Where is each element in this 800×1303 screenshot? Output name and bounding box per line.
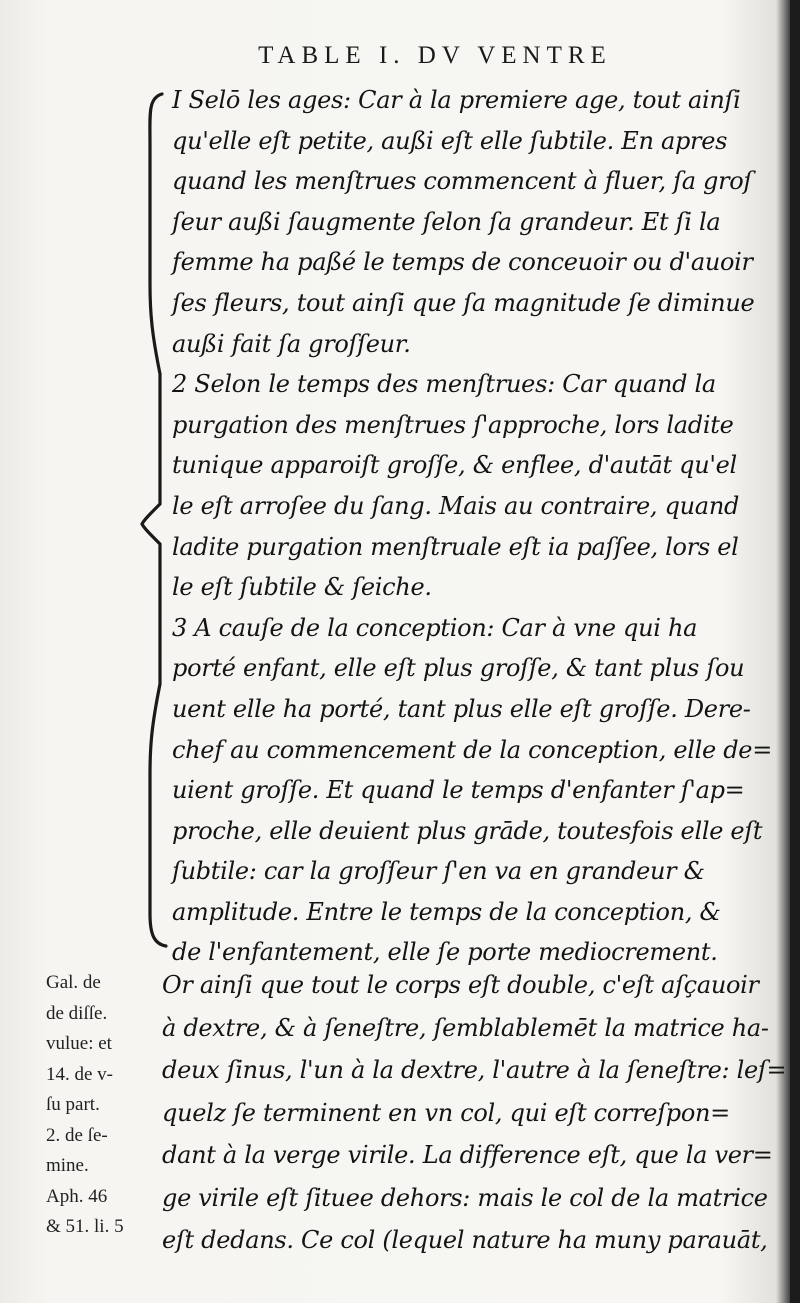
- margin-note-line: 2. de ſe-: [46, 1124, 108, 1146]
- margin-note-line: vulue: et: [46, 1033, 112, 1054]
- text-line: quelz ſe terminent en vn col, qui eſt correſpon=: [162, 1098, 730, 1127]
- text-line: ſeur außi ſaugmente ſelon ſa grandeur. Et ſi la: [172, 207, 721, 236]
- text-line: ladite purgation menſtruale eſt ia paſſee, lors el: [172, 532, 739, 561]
- text-line: porté enfant, elle eſt plus groſſe, & tant plus ſou: [172, 654, 745, 683]
- curly-brace-bracket: [140, 84, 174, 954]
- text-line: à dextre, & à ſeneſtre, ſemblablemēt la matrice ha-: [162, 1013, 769, 1042]
- text-line: ſes fleurs, tout ainſi que ſa magnitude ſe diminue: [172, 288, 755, 317]
- text-line: ſubtile: car la groſſeur ſ'en va en grandeur &: [172, 857, 705, 886]
- text-line: qu'elle eſt petite, außi eſt elle ſubtile. En apres: [172, 126, 728, 155]
- text-line: purgation des menſtrues ſ'approche, lors ladite: [172, 410, 734, 439]
- margin-note-line: 14. de v-: [46, 1063, 114, 1085]
- text-line: de l'enfantement, elle ſe porte mediocrement.: [172, 938, 718, 967]
- text-line: le eſt arroſee du ſang. Mais au contraire, quand: [172, 491, 740, 520]
- margin-note: [46, 968, 156, 1243]
- text-line: proche, elle deuient plus grāde, toutesfois elle eſt: [172, 816, 763, 845]
- text-line: ge virile eſt ſituee dehors: mais le col de la matrice: [162, 1183, 768, 1212]
- text-line: quand les menſtrues commencent à fluer, ſa groſ: [172, 167, 753, 196]
- margin-note-line: Aph. 46: [46, 1185, 108, 1207]
- text-line: tunique apparoiſt groſſe, & enflee, d'autāt qu'el: [172, 451, 737, 480]
- text-line: außi fait ſa groſſeur.: [172, 329, 411, 358]
- text-line: deux ſinus, l'un à la dextre, l'autre à la ſeneſtre: leſ=: [162, 1056, 787, 1084]
- book-spine-shadow: [790, 0, 800, 1303]
- text-line: uient groſſe. Et quand le temps d'enfanter ſ'ap=: [172, 776, 745, 805]
- text-line: femme ha paßé le temps de conceuoir ou d'auoir: [172, 248, 753, 277]
- running-head: TABLE I. DV VENTRE: [258, 42, 612, 69]
- text-line: dant à la verge virile. La difference eſt, que la ver=: [162, 1141, 773, 1169]
- text-line: eſt dedans. Ce col (lequel nature ha muny parauāt,: [162, 1226, 768, 1254]
- text-line: chef au commencement de la conception, elle de=: [172, 735, 773, 764]
- text-line: 3 A cauſe de la conception: Car à vne qui ha: [172, 613, 698, 642]
- text-line: uent elle ha porté, tant plus elle eſt groſſe. Dere-: [172, 694, 751, 723]
- text-line: le eſt ſubtile & ſeiche.: [172, 573, 432, 602]
- text-line: I Selō les ages: Car à la premiere age, tout ainſi: [172, 86, 741, 114]
- text-line: amplitude. Entre le temps de la conception, &: [172, 897, 721, 926]
- margin-note-line: ſu part.: [46, 1094, 100, 1115]
- body-paragraph: [162, 964, 787, 1262]
- margin-note-line: Gal. de: [46, 972, 101, 993]
- bracketed-text-block: [172, 80, 772, 973]
- margin-note-line: mine.: [46, 1155, 89, 1176]
- margin-note-line: & 51. li. 5: [46, 1216, 124, 1237]
- text-line: Or ainſi que tout le corps eſt double, c'eſt aſçauoir: [162, 971, 759, 999]
- text-line: 2 Selon le temps des menſtrues: Car quand la: [172, 370, 716, 399]
- margin-note-line: de diſſe.: [46, 1002, 108, 1024]
